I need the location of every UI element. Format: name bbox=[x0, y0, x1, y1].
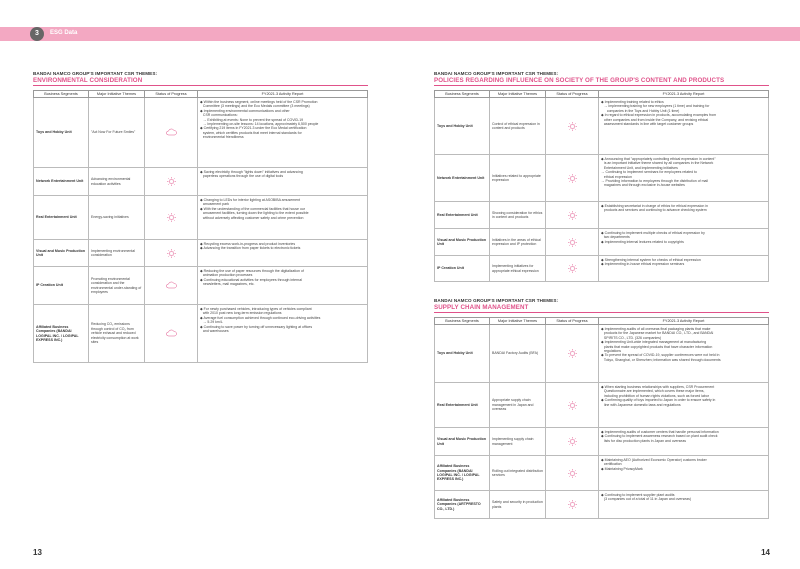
report-line: environmental friendliness bbox=[200, 135, 244, 140]
report-line: ◆ Strengthening internal system for checks of ethical expression bbox=[601, 258, 701, 262]
sun-icon bbox=[566, 400, 579, 411]
sun-icon bbox=[165, 212, 178, 223]
report-line: with 2010 post new long-term emission regulations bbox=[200, 311, 282, 316]
report-cell bbox=[599, 202, 769, 229]
report-line: → Implementing training for new employees (1 time) and training for bbox=[601, 104, 710, 109]
report-line: ◆ In regard to ethical expression in products, accumulating examples from bbox=[601, 113, 717, 118]
theme-cell: Promoting environmental consideration and the environmental under-standing of employees bbox=[89, 267, 145, 305]
report-cell bbox=[599, 325, 769, 383]
section-title: ENVIRONMENTAL CONSIDERATION bbox=[33, 77, 368, 86]
report-cell bbox=[599, 383, 769, 428]
theme-cell: Rolling out integrated distribution services bbox=[490, 456, 546, 491]
segment-cell: Visual and Music Production Unit bbox=[34, 240, 89, 267]
table-row bbox=[34, 267, 368, 305]
report-cell bbox=[198, 98, 368, 168]
report-line: ◆ Implementing environmental communications and other bbox=[200, 108, 290, 113]
table-row bbox=[435, 256, 769, 282]
report-line: ◆ For newly purchased vehicles, introducing types of vehicles compliant bbox=[200, 307, 312, 311]
status-cell bbox=[145, 196, 198, 240]
report-line: ◆ Certifying 219 items in FY2021.3 under the Eco Medal certification bbox=[200, 126, 307, 131]
report-cell bbox=[198, 196, 368, 240]
report-line: amusement facilities, turning down the lighting to the extent possible bbox=[200, 211, 309, 216]
report-line: → Implementing on-site lessons: 14 locations, approximately 6,500 people bbox=[200, 122, 319, 127]
report-cell bbox=[599, 229, 769, 256]
report-line: ◆ Continuing to implement supplier plant audits bbox=[601, 493, 675, 497]
status-cell bbox=[546, 229, 599, 256]
report-cell bbox=[599, 155, 769, 202]
segment-cell: Visual and Music Production Unit bbox=[435, 428, 490, 456]
report-cell bbox=[198, 240, 368, 267]
status-cell bbox=[546, 98, 599, 155]
report-line: is an important initiative theme shared by all companies in the Network bbox=[601, 161, 714, 166]
report-line: assessment standards in line with target customer groups bbox=[601, 122, 694, 127]
report-line: → Exhibiting at events: None to prevent the spread of COVID-19 bbox=[200, 117, 304, 122]
theme-cell: Appropriate supply chain management in Japan and overseas bbox=[490, 383, 546, 428]
report-line: ◆ Implementing in-house ethical expression seminars bbox=[601, 262, 685, 267]
theme-cell: Initiatives in the areas of ethical expression and IP protection bbox=[490, 229, 546, 256]
report-line: ◆ Establishing secretariat in charge of ethics for ethical expression in bbox=[601, 204, 708, 208]
segment-cell: Toys and Hobby Unit bbox=[435, 325, 490, 383]
sun-icon bbox=[566, 121, 579, 132]
report-line: ◆ Continuing to implement awareness research based on plant audit check bbox=[601, 434, 718, 439]
report-line: → Providing information to employees through the distribution of mail bbox=[601, 179, 708, 184]
page-number-left: 13 bbox=[33, 548, 42, 557]
report-cell bbox=[198, 267, 368, 305]
report-line: certification bbox=[601, 462, 622, 467]
report-line: → Continuing to implement seminars for employees related to bbox=[601, 170, 697, 175]
col-header: Major Initiative Themes bbox=[490, 318, 546, 325]
section-title: POLICIES REGARDING INFLUENCE ON SOCIETY OF THE GROUP'S CONTENT AND PRODUCTS bbox=[434, 77, 769, 86]
status-cell bbox=[546, 383, 599, 428]
status-cell bbox=[546, 428, 599, 456]
col-header: Status of Progress bbox=[546, 318, 599, 325]
report-line: ◆ Average fuel consumption achieved through continued eco-driving activities bbox=[200, 315, 321, 320]
col-header: FY2021.3 Activity Report bbox=[198, 91, 368, 98]
report-cell bbox=[599, 428, 769, 456]
section-title: SUPPLY CHAIN MANAGEMENT bbox=[434, 304, 769, 313]
report-line: regulations bbox=[601, 349, 622, 354]
segment-cell: Real Entertainment Unit bbox=[435, 383, 490, 428]
report-line: products for the Japanese market for BANDAI CO., LTD., and BANDAI bbox=[601, 331, 714, 336]
sun-icon bbox=[566, 263, 579, 274]
segment-cell: IP Creation Unit bbox=[435, 256, 490, 282]
table-row bbox=[435, 456, 769, 491]
table-row bbox=[435, 98, 769, 155]
report-line: → 5.29 km/L bbox=[200, 320, 223, 325]
table-row bbox=[435, 491, 769, 519]
theme-cell: Initiatives related to appropriate expression bbox=[490, 155, 546, 202]
segment-cell: Network Entertainment Unit bbox=[435, 155, 490, 202]
report-line: line with Japanese domestic laws and regulations bbox=[601, 402, 681, 407]
report-line: products and services and continuing to advance checking system bbox=[601, 208, 707, 213]
table-row bbox=[435, 229, 769, 256]
col-header: Business Segments bbox=[435, 318, 490, 325]
report-line: ◆ Maintaining AEO (Authorized Economic Operator) customs broker bbox=[601, 458, 707, 462]
col-header: Business Segments bbox=[435, 91, 490, 98]
report-line: CSR communications: bbox=[200, 113, 238, 118]
report-line: plants that make copyrighted products that have character information bbox=[601, 344, 713, 349]
report-line: ◆ Recycling excess work-in-progress and product inventories bbox=[200, 242, 296, 246]
section-label: BANDAI NAMCO GROUP'S IMPORTANT CSR THEMES: bbox=[434, 71, 559, 76]
report-line: Entertainment Unit, and implementing initiatives bbox=[601, 165, 678, 170]
report-line: Tokyo, Shanghai, or Shenzhen; information was shared through documents bbox=[601, 357, 721, 362]
theme-cell: Reducing CO₂ emissions through control of CO₂ from vehicle exhaust and reduced electricity consumption at work sites bbox=[89, 305, 145, 363]
status-cell bbox=[546, 325, 599, 383]
segment-cell: Affiliated Business Companies (BANDAI LOGIPAL INC. / LOGIPAL EXPRESS INC.) bbox=[435, 456, 490, 491]
sun-icon bbox=[566, 210, 579, 221]
report-line: ◆ To prevent the spread of COVID-19, supplier conferences were not held in bbox=[601, 353, 720, 358]
report-line: (3 companies out of a total of 11 in Japan and overseas) bbox=[601, 497, 692, 502]
report-line: amusement park bbox=[200, 202, 229, 207]
theme-cell: Advancing environmental education activities bbox=[89, 168, 145, 196]
col-header: Business Segments bbox=[34, 91, 89, 98]
status-cell bbox=[145, 240, 198, 267]
status-cell bbox=[546, 155, 599, 202]
chapter-number-badge: 3 bbox=[30, 27, 44, 41]
col-header: Status of Progress bbox=[546, 91, 599, 98]
report-line: system, which certifies products that meet internal standards for bbox=[200, 130, 302, 135]
col-header: FY2021.3 Activity Report bbox=[599, 318, 769, 325]
report-line: including prohibition of human rights violations, such as forced labor bbox=[601, 393, 709, 398]
sun-icon bbox=[566, 173, 579, 184]
report-cell bbox=[198, 168, 368, 196]
table-row bbox=[435, 155, 769, 202]
report-line: ◆ Reducing the use of paper resources through the digitalization of bbox=[200, 269, 304, 273]
report-line: animation production processes bbox=[200, 273, 253, 278]
report-line: ◆ Implementing training related to ethics bbox=[601, 100, 664, 104]
report-line: ◆ Advancing the transition from paper tickets to electronic tickets bbox=[200, 246, 301, 251]
status-cell bbox=[546, 491, 599, 519]
sun-icon bbox=[165, 248, 178, 259]
table-row bbox=[34, 196, 368, 240]
cloud-icon bbox=[165, 328, 178, 339]
sun-icon bbox=[566, 237, 579, 248]
theme-cell: BANDAI Factory Audits (BFA) bbox=[490, 325, 546, 383]
segment-cell: Toys and Hobby Unit bbox=[34, 98, 89, 168]
section-label: BANDAI NAMCO GROUP'S IMPORTANT CSR THEMES: bbox=[434, 298, 559, 303]
theme-cell: Implementing environmental consideration bbox=[89, 240, 145, 267]
report-line: without adversely affecting customer safety and crime prevention bbox=[200, 215, 304, 220]
report-line: two departments bbox=[601, 235, 630, 240]
sun-icon bbox=[566, 499, 579, 510]
status-cell bbox=[546, 456, 599, 491]
report-line: lists for disc production plants in Japan and overseas bbox=[601, 438, 687, 443]
status-cell bbox=[546, 256, 599, 282]
theme-cell: Showing consideration for ethics in content and products bbox=[490, 202, 546, 229]
report-line: ◆ Saving electricity through "lights down" initiatives and advancing bbox=[200, 170, 303, 174]
table-row bbox=[34, 168, 368, 196]
report-cell bbox=[599, 456, 769, 491]
sun-icon bbox=[566, 348, 579, 359]
status-cell bbox=[546, 202, 599, 229]
segment-cell: Real Entertainment Unit bbox=[435, 202, 490, 229]
report-line: ethical expression bbox=[601, 174, 632, 179]
sun-icon bbox=[165, 176, 178, 187]
report-line: ◆ Implementing Unit-wide integrated management at manufacturing bbox=[601, 340, 707, 345]
sun-icon bbox=[566, 468, 579, 479]
table-row bbox=[435, 383, 769, 428]
theme-cell: Safety and security in production plants bbox=[490, 491, 546, 519]
report-cell bbox=[599, 491, 769, 519]
report-cell bbox=[198, 305, 368, 363]
segment-cell: Affiliated Business Companies (ARTPRESTO CO., LTD.) bbox=[435, 491, 490, 519]
status-cell bbox=[145, 168, 198, 196]
report-line: companies in the Toys and Hobby Unit (1 time) bbox=[601, 108, 680, 113]
col-header: FY2021.3 Activity Report bbox=[599, 91, 769, 98]
report-line: SPIRITS CO., LTD. (326 companies) bbox=[601, 335, 662, 340]
report-line: ◆ With the understanding of the commercial facilities that house our bbox=[200, 206, 306, 211]
cloud-icon bbox=[165, 127, 178, 138]
report-cell bbox=[599, 256, 769, 282]
col-header: Major Initiative Themes bbox=[490, 91, 546, 98]
chapter-title: ESG Data bbox=[50, 30, 78, 36]
col-header: Status of Progress bbox=[145, 91, 198, 98]
report-line: ◆ When starting business relationships with suppliers, CSR Procurement bbox=[601, 385, 715, 389]
report-line: ◆ Within the business segment, online meetings held of the CSR Promotion bbox=[200, 100, 318, 104]
theme-cell: Implementing supply chain management bbox=[490, 428, 546, 456]
report-line: ◆ Announcing that "appropriately controlling ethical expression in content" bbox=[601, 157, 716, 161]
table-row bbox=[34, 305, 368, 363]
report-line: ◆ Continuing to save power by turning off unnecessary lighting at offices bbox=[200, 324, 313, 329]
report-line: magazines and through exclusive in-house websites bbox=[601, 183, 685, 188]
report-line: ◆ Changing to LEDs for interior lighting at ASOBIBA amusement bbox=[200, 198, 300, 202]
table-row bbox=[34, 240, 368, 267]
report-cell bbox=[599, 98, 769, 155]
section-content-policies bbox=[434, 71, 769, 282]
table-row bbox=[34, 98, 368, 168]
section-supply-chain bbox=[434, 298, 769, 519]
report-line: Questionnaire are implemented, which covers these major items, bbox=[601, 389, 705, 394]
col-header: Major Initiative Themes bbox=[89, 91, 145, 98]
section-label: BANDAI NAMCO GROUP'S IMPORTANT CSR THEMES: bbox=[33, 71, 158, 76]
report-line: Committee (3 meetings) and the Eco Medals committee (3 meetings) bbox=[200, 104, 310, 109]
report-line: and warehouses bbox=[200, 329, 229, 334]
section-environmental bbox=[33, 71, 368, 363]
segment-cell: IP Creation Unit bbox=[34, 267, 89, 305]
report-line: ◆ Implementing internal lectures related to copyrights bbox=[601, 239, 684, 244]
content-policies-table bbox=[434, 90, 769, 282]
report-line: ◆ Continuing to implement multiple checks of ethical expression by bbox=[601, 231, 705, 235]
theme-cell: "Act Now For Future Smiles" bbox=[89, 98, 145, 168]
segment-cell: Network Entertainment Unit bbox=[34, 168, 89, 196]
report-line: ◆ Implementing audits of all overseas final packaging plants that make bbox=[601, 327, 711, 331]
segment-cell: Toys and Hobby Unit bbox=[435, 98, 490, 155]
table-row bbox=[435, 325, 769, 383]
status-cell bbox=[145, 267, 198, 305]
status-cell bbox=[145, 305, 198, 363]
report-line: ◆ Implementing audits of customer centers that handle personal information bbox=[601, 430, 719, 434]
theme-cell: Energy-saving initiatives bbox=[89, 196, 145, 240]
status-cell bbox=[145, 98, 198, 168]
report-line: newsletters, mail magazines, etc. bbox=[200, 282, 255, 287]
report-line: ◆ Maintaining PrivacyMark bbox=[601, 466, 643, 471]
report-line: ◆ Continuing educational activities for employees through internal bbox=[200, 277, 302, 282]
report-line: other companies and from inside the Company, and revising ethical bbox=[601, 117, 709, 122]
table-row bbox=[435, 428, 769, 456]
supply-chain-table bbox=[434, 317, 769, 519]
header-band bbox=[0, 27, 800, 41]
report-line: paperless operations through the use of digital tools bbox=[200, 174, 284, 179]
table-row bbox=[435, 202, 769, 229]
sun-icon bbox=[566, 436, 579, 447]
cloud-icon bbox=[165, 280, 178, 291]
segment-cell: Affiliated Business Companies (BANDAI LOGIPAL INC. / LOGIPAL EXPRESS INC.) bbox=[34, 305, 89, 363]
report-line: ◆ Confirming quality of toys imported to Japan in order to ensure safety in bbox=[601, 398, 716, 403]
segment-cell: Real Entertainment Unit bbox=[34, 196, 89, 240]
theme-cell: Implementing initiatives for appropriate ethical expression bbox=[490, 256, 546, 282]
environmental-table bbox=[33, 90, 368, 363]
page-number-right: 14 bbox=[761, 548, 770, 557]
theme-cell: Control of ethical expression in content and products bbox=[490, 98, 546, 155]
segment-cell: Visual and Music Production Unit bbox=[435, 229, 490, 256]
